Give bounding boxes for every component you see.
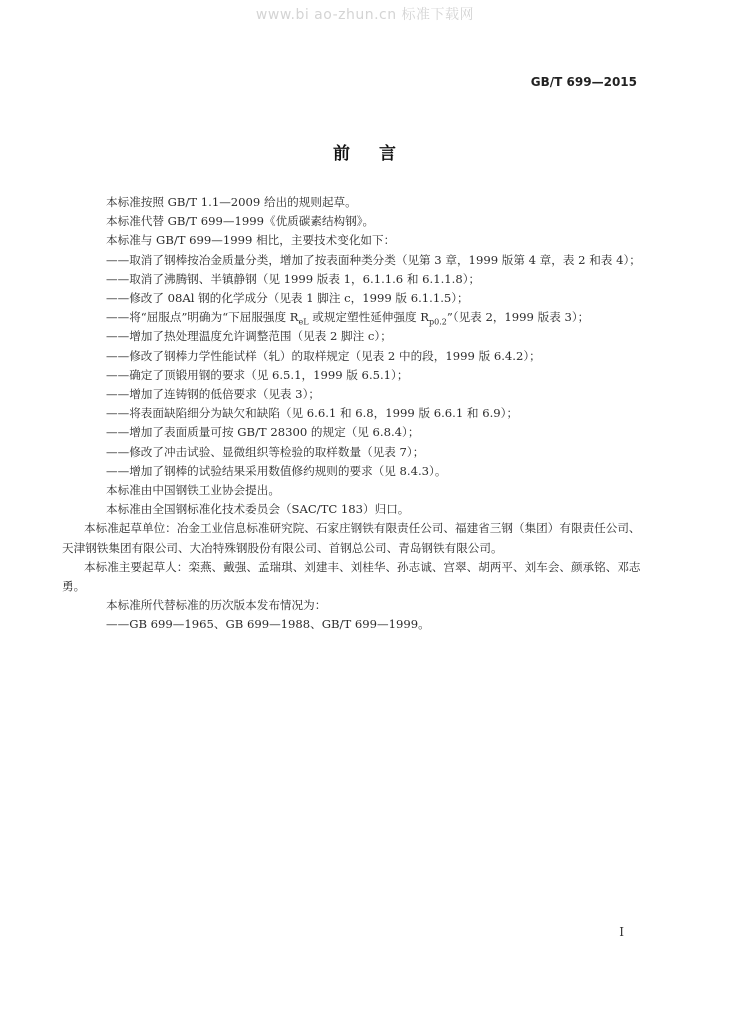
change-item: ——增加了热处理温度允许调整范围（见表 2 脚注 c）； bbox=[106, 329, 392, 344]
change-item: ——增加了连铸钢的低倍要求（见表 3）； bbox=[106, 387, 320, 402]
change-item: ——将表面缺陷细分为缺欠和缺陷（见 6.6.1 和 6.8，1999 版 6.6.1 和 6.9）； bbox=[106, 406, 519, 421]
change-item: ——修改了冲击试验、显微组织等检验的取样数量（见表 7）； bbox=[106, 444, 425, 459]
title-char-1: 前 bbox=[333, 144, 351, 164]
previous-editions: ——GB 699—1965、GB 699—1988、GB/T 699—1999。 bbox=[106, 617, 430, 632]
intro-paragraph: 本标准代替 GB/T 699—1999《优质碳素结构钢》。 bbox=[106, 214, 375, 229]
change-item: ——增加了钢棒的试验结果采用数值修约规则的要求（见 8.4.3）。 bbox=[106, 463, 447, 478]
closing-paragraph: 本标准由中国钢铁工业协会提出。 bbox=[106, 483, 280, 498]
page-title bbox=[0, 139, 730, 164]
title-char-2: 言 bbox=[379, 144, 397, 164]
change-item: ——修改了钢棒力学性能试样（轧）的取样规定（见表 2 中的段，1999 版 6.4.2）； bbox=[106, 348, 541, 363]
intro-paragraph: 本标准按照 GB/T 1.1—2009 给出的规则起草。 bbox=[106, 195, 357, 209]
change-item: ——取消了钢棒按冶金质量分类，增加了按表面种类分类（见第 3 章，1999 版第 4 章，表 2 和表 4）； bbox=[106, 252, 641, 267]
drafting-units: 本标准起草单位：冶金工业信息标准研究院、石家庄钢铁有限责任公司、福建省三钢（集团）有限责任公司、天津钢铁集团有限公司、大冶特殊钢股份有限公司、首钢总公司、青岛钢铁有限公司。 bbox=[62, 521, 641, 555]
yield-text-middle: 或规定塑性延伸强度 R bbox=[308, 310, 430, 325]
watermark-text: www.bi ao-zhun.cn 标准下载网 bbox=[255, 7, 475, 23]
change-item-yield bbox=[84, 308, 644, 327]
page-number: I bbox=[619, 925, 624, 939]
yield-text-after: ”（见表 2，1999 版表 3）； bbox=[446, 310, 590, 325]
closing-paragraph: 本标准所代替标准的历次版本发布情况为： bbox=[106, 598, 327, 613]
change-item: ——增加了表面质量可按 GB/T 28300 的规定（见 6.8.4）； bbox=[106, 425, 420, 440]
intro-paragraph: 本标准与 GB/T 699—1999 相比，主要技术变化如下： bbox=[106, 233, 396, 248]
yield-sub-el: eL bbox=[298, 317, 309, 327]
drafters: 本标准主要起草人：栾燕、戴强、孟瑞琪、刘建丰、刘桂华、孙志诚、宫翠、胡两平、刘车会、颜承铭、邓志勇。 bbox=[62, 559, 641, 594]
closing-paragraph: 本标准由全国钢标准化技术委员会（SAC/TC 183）归口。 bbox=[106, 502, 410, 517]
yield-text-before: ——将“屈服点”明确为“下屈服强度 R bbox=[106, 310, 299, 325]
standard-code: GB/T 699—2015 bbox=[530, 75, 637, 89]
change-item: ——修改了 08Al 钢的化学成分（见表 1 脚注 c，1999 版 6.1.1.5）； bbox=[106, 291, 469, 306]
change-item: ——取消了沸腾钢、半镇静钢（见 1999 版表 1，6.1.1.6 和 6.1.1.8）； bbox=[106, 271, 481, 286]
change-item: ——确定了顶锻用钢的要求（见 6.5.1，1999 版 6.5.1）； bbox=[106, 367, 409, 382]
yield-sub-p02: p0.2 bbox=[429, 317, 447, 327]
foreword-body bbox=[62, 193, 644, 635]
